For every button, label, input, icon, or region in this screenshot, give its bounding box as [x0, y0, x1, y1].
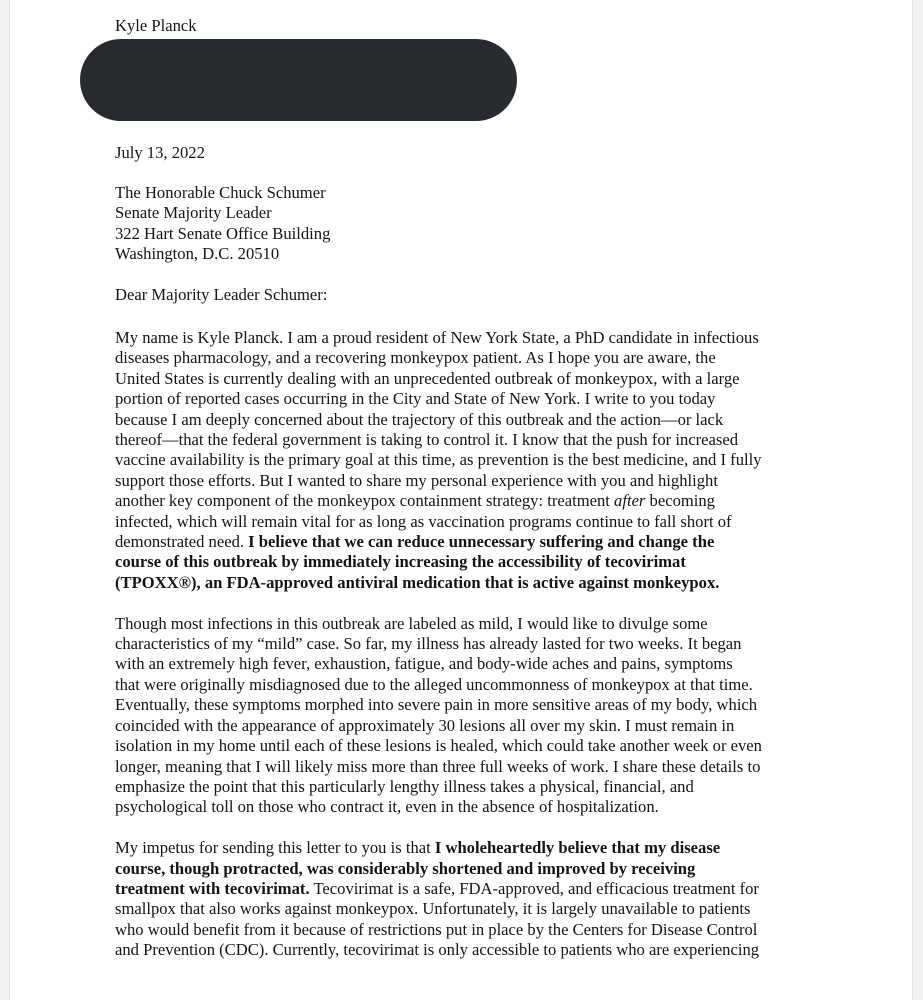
- body-paragraph: [115, 838, 825, 960]
- bold-text: I wholeheartedly believe that my disease: [434, 838, 721, 858]
- recipient-name: The Honorable Chuck Schumer: [115, 183, 326, 202]
- text-segment: demonstrated need.: [115, 532, 249, 552]
- salutation: Dear Majority Leader Schumer:: [115, 285, 328, 304]
- text-line: [115, 675, 825, 695]
- text-line: [115, 512, 825, 532]
- bold-text: course, though protracted, was considerably shortened and improved by receiving: [115, 858, 696, 878]
- text-segment: who would benefit from it because of restrictions put in place by the Centers for Disease Control: [115, 919, 758, 939]
- text-segment: psychological toll on those who contract it, even in the absence of hospitalization.: [115, 797, 659, 817]
- text-line: [115, 654, 825, 674]
- text-segment: Though most infections in this outbreak are labeled as mild, I would like to divulge some: [115, 613, 708, 633]
- text-segment: with an extremely high fever, exhaustion, fatigue, and body-wide aches and pains, symptoms: [115, 654, 733, 674]
- text-line: [115, 491, 825, 511]
- text-segment: another key component of the monkeypox containment strategy: treatment: [115, 491, 615, 511]
- bold-text: course of this outbreak by immediately increasing the accessibility of tecovirimat: [115, 552, 686, 572]
- text-segment: portion of reported cases occurring in the City and State of New York. I write to you today: [115, 389, 716, 409]
- bold-text: I believe that we can reduce unnecessary suffering and change the: [248, 532, 715, 552]
- body-paragraph: [115, 614, 825, 818]
- text-segment: isolation in my home until each of these lesions is healed, which could take another week or even: [115, 736, 762, 756]
- letter-date: July 13, 2022: [115, 143, 205, 162]
- text-segment: smallpox that also works against monkeypox. Unfortunately, it is largely unavailable to patients: [115, 899, 751, 919]
- text-line: [115, 389, 825, 409]
- text-line: [115, 695, 825, 715]
- text-line: [115, 859, 825, 879]
- text-line: [115, 879, 825, 899]
- text-line: [115, 736, 825, 756]
- text-segment: thereof—that the federal government is taking to control it. I know that the push for increased: [115, 430, 738, 450]
- recipient-street: 322 Hart Senate Office Building: [115, 223, 331, 243]
- text-line: [115, 450, 825, 470]
- text-segment: emphasize the point that this particularly lengthy illness takes a physical, financial, and: [115, 776, 694, 796]
- text-segment: My impetus for sending this letter to you is that: [115, 838, 435, 858]
- recipient-address: [115, 183, 330, 265]
- text-line: [115, 328, 825, 348]
- text-segment: My name is Kyle Planck. I am a proud resident of New York State, a PhD candidate in infectious: [115, 328, 759, 347]
- bold-text: treatment with tecovirimat.: [115, 878, 310, 898]
- bold-text: (TPOXX®), an FDA-approved antiviral medication that is active against monkeypox.: [115, 572, 720, 592]
- letter-page: [10, 0, 912, 1000]
- text-line: [115, 838, 825, 858]
- text-segment: Tecovirimat is a safe, FDA-approved, and efficacious treatment for: [309, 878, 759, 898]
- text-line: [115, 348, 825, 368]
- text-segment: diseases pharmacology, and a recovering monkeypox patient. As I hope you are aware, the: [115, 348, 716, 368]
- letter-body: [115, 328, 825, 981]
- text-line: [115, 614, 825, 634]
- recipient-city: Washington, D.C. 20510: [115, 244, 280, 264]
- text-line: [115, 634, 825, 654]
- text-segment: United States is currently dealing with an unprecedented outbreak of monkeypox, with a large: [115, 368, 740, 388]
- text-line: [115, 757, 825, 777]
- text-line: [115, 410, 825, 430]
- text-line: [115, 552, 825, 572]
- text-line: [115, 532, 825, 552]
- body-paragraph: [115, 328, 825, 593]
- text-segment: becoming: [645, 491, 715, 511]
- text-segment: coincided with the appearance of approximately 30 lesions all over my skin. I must remain in: [115, 715, 735, 735]
- text-segment: that were originally misdiagnosed due to the alleged uncommonness of monkeypox at that time.: [115, 674, 753, 694]
- text-line: [115, 716, 825, 736]
- text-segment: support those efforts. But I wanted to share my personal experience with you and highlight: [115, 470, 718, 490]
- text-segment: longer, meaning that I will likely miss more than three full weeks of work. I share these details to: [115, 756, 761, 776]
- text-segment: because I am deeply concerned about the trajectory of this outbreak and the action—or lack: [115, 409, 724, 429]
- text-line: [115, 471, 825, 491]
- text-line: [115, 920, 825, 940]
- text-segment: Eventually, these symptoms morphed into severe pain in more sensitive areas of my body, which: [115, 695, 758, 715]
- text-segment: characteristics of my “mild” case. So far, my illness has already lasted for two weeks. It began: [115, 634, 742, 654]
- text-line: [115, 899, 825, 919]
- text-segment: and Prevention (CDC). Currently, tecovirimat is only accessible to patients who are experiencing: [115, 940, 760, 960]
- sender-name: Kyle Planck: [115, 16, 197, 35]
- text-line: [115, 940, 825, 960]
- italic-text: after: [614, 491, 646, 511]
- text-line: [115, 573, 825, 593]
- recipient-title: Senate Majority Leader: [115, 203, 272, 223]
- text-line: [115, 369, 825, 389]
- text-line: [115, 430, 825, 450]
- text-segment: vaccine availability is the primary goal at this time, as prevention is the best medicine, and I fully: [115, 450, 762, 470]
- text-line: [115, 777, 825, 797]
- text-line: [115, 797, 825, 817]
- text-segment: infected, which will remain vital for as long as vaccination programs continue to fall short of: [115, 511, 732, 531]
- redacted-address-block: [80, 39, 517, 121]
